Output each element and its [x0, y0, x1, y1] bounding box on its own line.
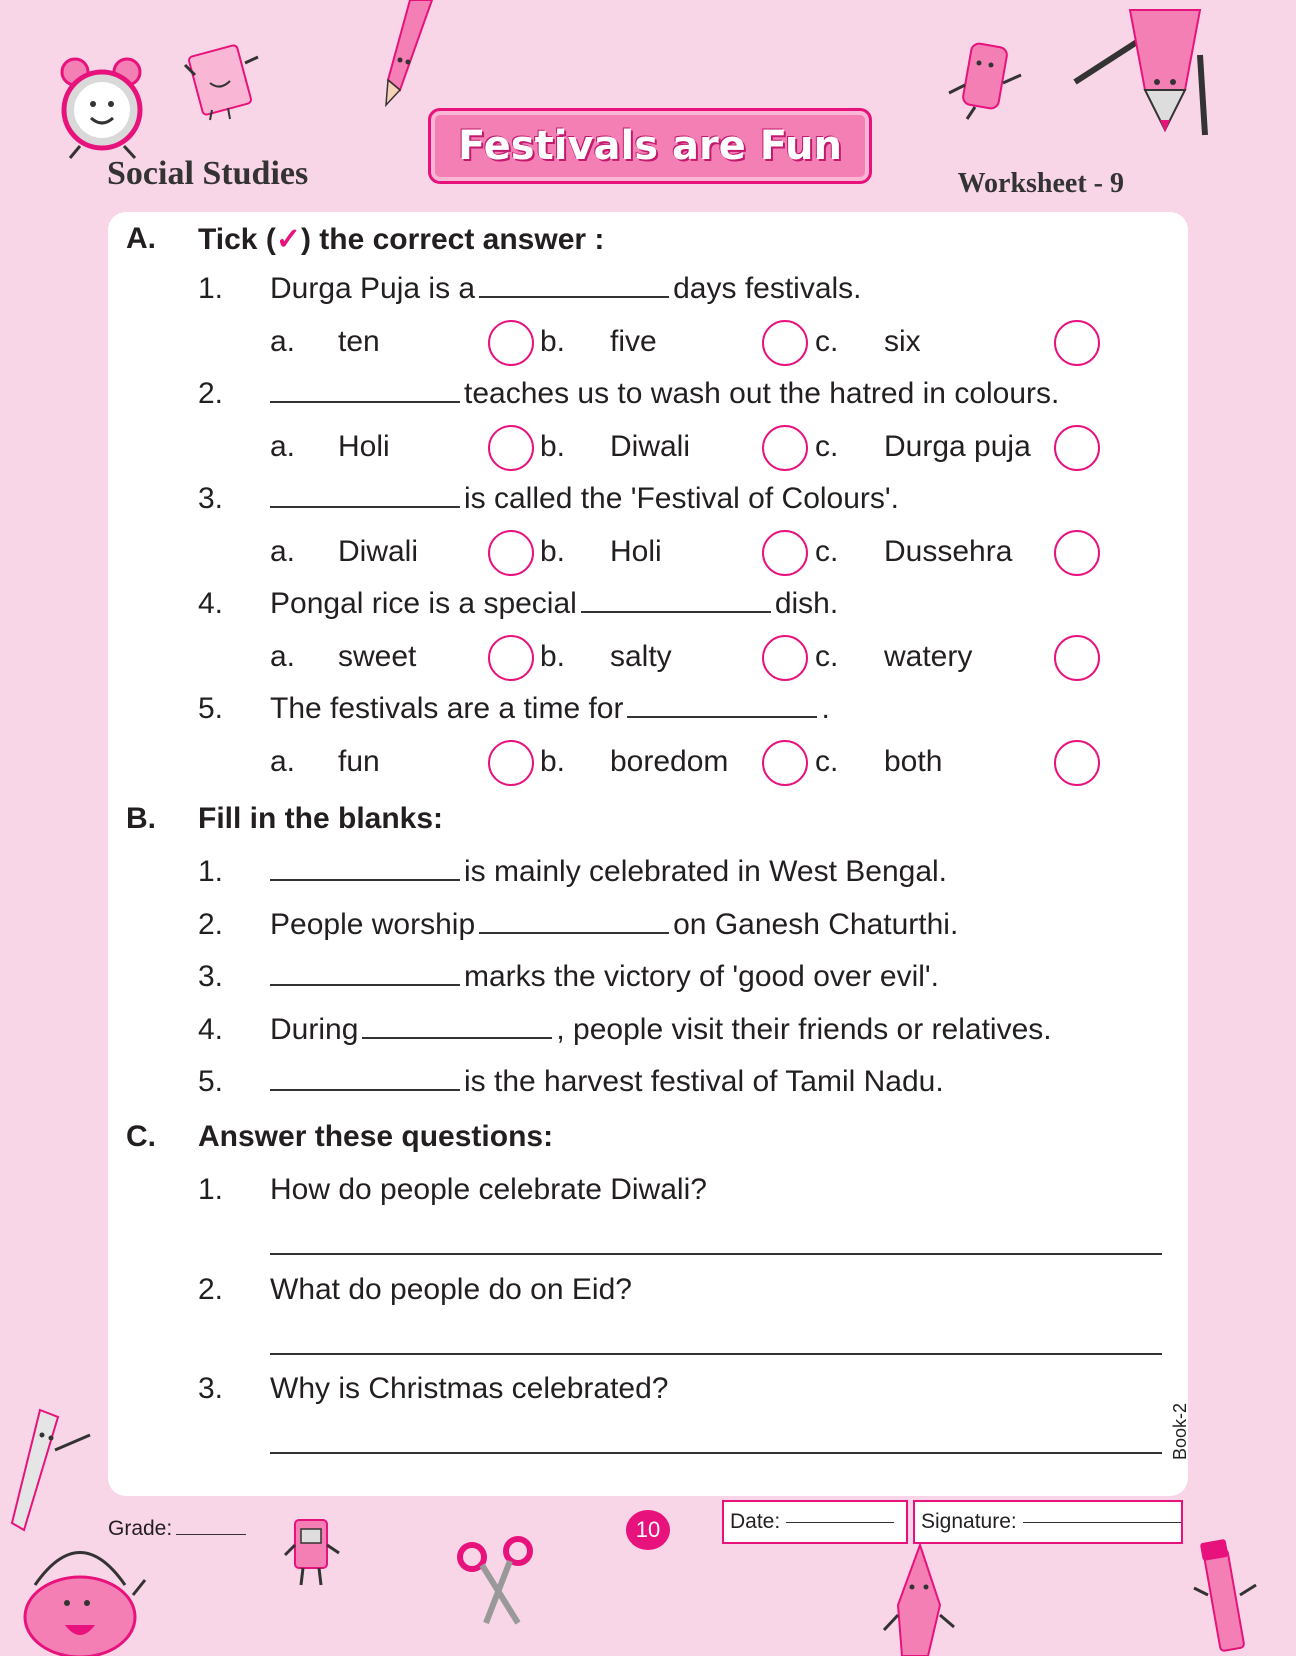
answer-blank[interactable] — [479, 910, 669, 934]
option-letter: c. — [815, 745, 839, 778]
blank-text — [270, 1065, 944, 1099]
signature-line — [1023, 1522, 1181, 1523]
answer-circle[interactable] — [762, 425, 808, 471]
blank-number: 2. — [198, 907, 224, 941]
option-text: ten — [338, 325, 380, 358]
answer-circle[interactable] — [1054, 740, 1100, 786]
blank-post: is the harvest festival of Tamil Nadu. — [464, 1065, 944, 1098]
pencil-character-icon — [1070, 10, 1210, 140]
option-text: both — [884, 745, 943, 778]
answer-circle[interactable] — [1054, 635, 1100, 681]
answer-blank[interactable] — [479, 274, 669, 298]
blank-number: 1. — [198, 855, 224, 888]
question-number: 4. — [198, 587, 224, 620]
blank-text — [270, 908, 958, 942]
option-text: Holi — [338, 430, 390, 463]
scissors-icon — [456, 1535, 536, 1625]
question-post: teaches us to wash out the hatred in colours. — [464, 377, 1060, 410]
blank-text — [270, 960, 939, 994]
blank-post: marks the victory of 'good over evil'. — [464, 960, 939, 993]
worksheet-number: Worksheet - 9 — [957, 168, 1124, 199]
notebook-icon — [180, 45, 260, 120]
question-number: 3. — [198, 482, 224, 515]
option-letter: c. — [815, 325, 839, 358]
question-pre: The festivals are a time for — [270, 692, 624, 725]
grade-field[interactable] — [108, 1517, 246, 1541]
section-c-letter: C. — [126, 1120, 156, 1153]
answer-blank[interactable] — [270, 962, 460, 986]
question-number: 3. — [198, 1372, 224, 1405]
sharpener-icon — [283, 1515, 343, 1590]
answer-line[interactable] — [270, 1353, 1162, 1355]
answer-circle[interactable] — [1054, 425, 1100, 471]
blank-post: on Ganesh Chaturthi. — [673, 907, 959, 941]
blank-pre: During — [270, 1012, 359, 1046]
answer-circle[interactable] — [762, 320, 808, 366]
option-letter: b. — [540, 430, 566, 463]
section-a-title-post: ) the correct answer : — [300, 223, 605, 256]
answer-circle[interactable] — [1054, 530, 1100, 576]
answer-blank[interactable] — [581, 589, 771, 613]
blank-number: 3. — [198, 960, 224, 993]
crayon-icon — [880, 1545, 960, 1656]
answer-line[interactable] — [270, 1452, 1162, 1454]
answer-blank[interactable] — [270, 857, 460, 881]
question-number: 1. — [198, 272, 224, 305]
bag-icon — [15, 1525, 150, 1656]
option-letter: b. — [540, 535, 566, 568]
option-text: watery — [884, 640, 973, 673]
blank-text — [270, 855, 947, 889]
option-text: Diwali — [610, 430, 691, 463]
grade-label: Grade: — [108, 1517, 173, 1540]
option-letter: a. — [270, 430, 296, 463]
option-text: Holi — [610, 535, 662, 568]
pencil-icon — [380, 0, 440, 110]
blank-post: is mainly celebrated in West Bengal. — [464, 855, 948, 888]
option-letter: c. — [815, 430, 839, 463]
answer-blank[interactable] — [270, 484, 460, 508]
question-post: dish. — [774, 587, 839, 620]
answer-circle[interactable] — [488, 635, 534, 681]
answer-circle[interactable] — [488, 530, 534, 576]
question-text — [270, 482, 899, 516]
title-banner — [428, 108, 872, 184]
question-text — [270, 587, 838, 621]
eraser-icon — [945, 45, 1025, 120]
blank-number: 5. — [198, 1065, 224, 1098]
grade-line — [176, 1534, 246, 1535]
signature-label: Signature: — [921, 1510, 1017, 1533]
question-number: 5. — [198, 692, 224, 725]
option-text: Dussehra — [884, 535, 1013, 568]
option-letter: c. — [815, 640, 839, 673]
section-a-letter: A. — [126, 222, 156, 255]
blank-post: , people visit their friends or relatives. — [556, 1012, 1052, 1046]
worksheet-title: Festivals are Fun — [457, 123, 843, 169]
answer-line[interactable] — [270, 1253, 1162, 1255]
pen-icon — [1190, 1540, 1260, 1656]
date-label: Date: — [730, 1510, 781, 1533]
blank-text — [270, 1013, 1052, 1047]
question-pre: Pongal rice is a special — [270, 587, 577, 620]
option-letter: b. — [540, 745, 566, 778]
tick-icon: ✓ — [275, 223, 301, 256]
option-text: six — [884, 325, 921, 358]
section-a-title — [198, 222, 604, 257]
question-text — [270, 377, 1059, 411]
answer-blank[interactable] — [362, 1015, 552, 1039]
answer-blank[interactable] — [627, 694, 817, 718]
question-text: Why is Christmas celebrated? — [270, 1372, 669, 1405]
option-letter: a. — [270, 535, 296, 568]
option-letter: c. — [815, 535, 839, 568]
option-text: sweet — [338, 640, 417, 673]
answer-circle[interactable] — [488, 425, 534, 471]
option-text: five — [610, 325, 657, 358]
question-number: 2. — [198, 377, 224, 410]
section-c-title: Answer these questions: — [198, 1120, 554, 1153]
option-letter: a. — [270, 325, 296, 358]
date-line — [786, 1522, 894, 1523]
question-number: 1. — [198, 1173, 224, 1206]
question-text: How do people celebrate Diwali? — [270, 1173, 707, 1206]
question-number: 2. — [198, 1272, 224, 1306]
answer-blank[interactable] — [270, 379, 460, 403]
question-post: . — [821, 692, 830, 725]
book-label: Book-2 — [1170, 1402, 1190, 1460]
page-number: 10 — [626, 1510, 670, 1550]
option-letter: b. — [540, 325, 566, 358]
answer-circle[interactable] — [762, 530, 808, 576]
answer-circle[interactable] — [762, 635, 808, 681]
question-text — [270, 692, 830, 726]
question-text — [270, 272, 862, 306]
question-pre: Durga Puja is a — [270, 272, 476, 305]
date-field[interactable] — [722, 1500, 908, 1544]
subject-label: Social Studies — [107, 155, 309, 192]
option-letter: a. — [270, 745, 296, 778]
alarm-clock-icon — [55, 50, 150, 160]
section-a-title-pre: Tick ( — [198, 223, 276, 256]
option-text: boredom — [610, 745, 729, 778]
option-letter: a. — [270, 640, 296, 673]
question-post: is called the 'Festival of Colours'. — [464, 482, 899, 515]
section-b-letter: B. — [126, 802, 156, 835]
section-b-title: Fill in the blanks: — [198, 802, 444, 835]
answer-circle[interactable] — [1054, 320, 1100, 366]
question-text: What do people do on Eid? — [270, 1272, 632, 1306]
option-text: salty — [610, 640, 672, 673]
option-text: Diwali — [338, 535, 419, 568]
blank-number: 4. — [198, 1012, 224, 1046]
answer-circle[interactable] — [488, 320, 534, 366]
option-text: fun — [338, 745, 380, 778]
option-letter: b. — [540, 640, 566, 673]
question-post: days festivals. — [673, 272, 862, 305]
answer-circle[interactable] — [488, 740, 534, 786]
answer-blank[interactable] — [270, 1067, 460, 1091]
answer-circle[interactable] — [762, 740, 808, 786]
option-text: Durga puja — [884, 430, 1031, 463]
ruler-icon — [10, 1405, 95, 1535]
blank-pre: People worship — [270, 907, 476, 941]
signature-field[interactable] — [913, 1500, 1183, 1544]
